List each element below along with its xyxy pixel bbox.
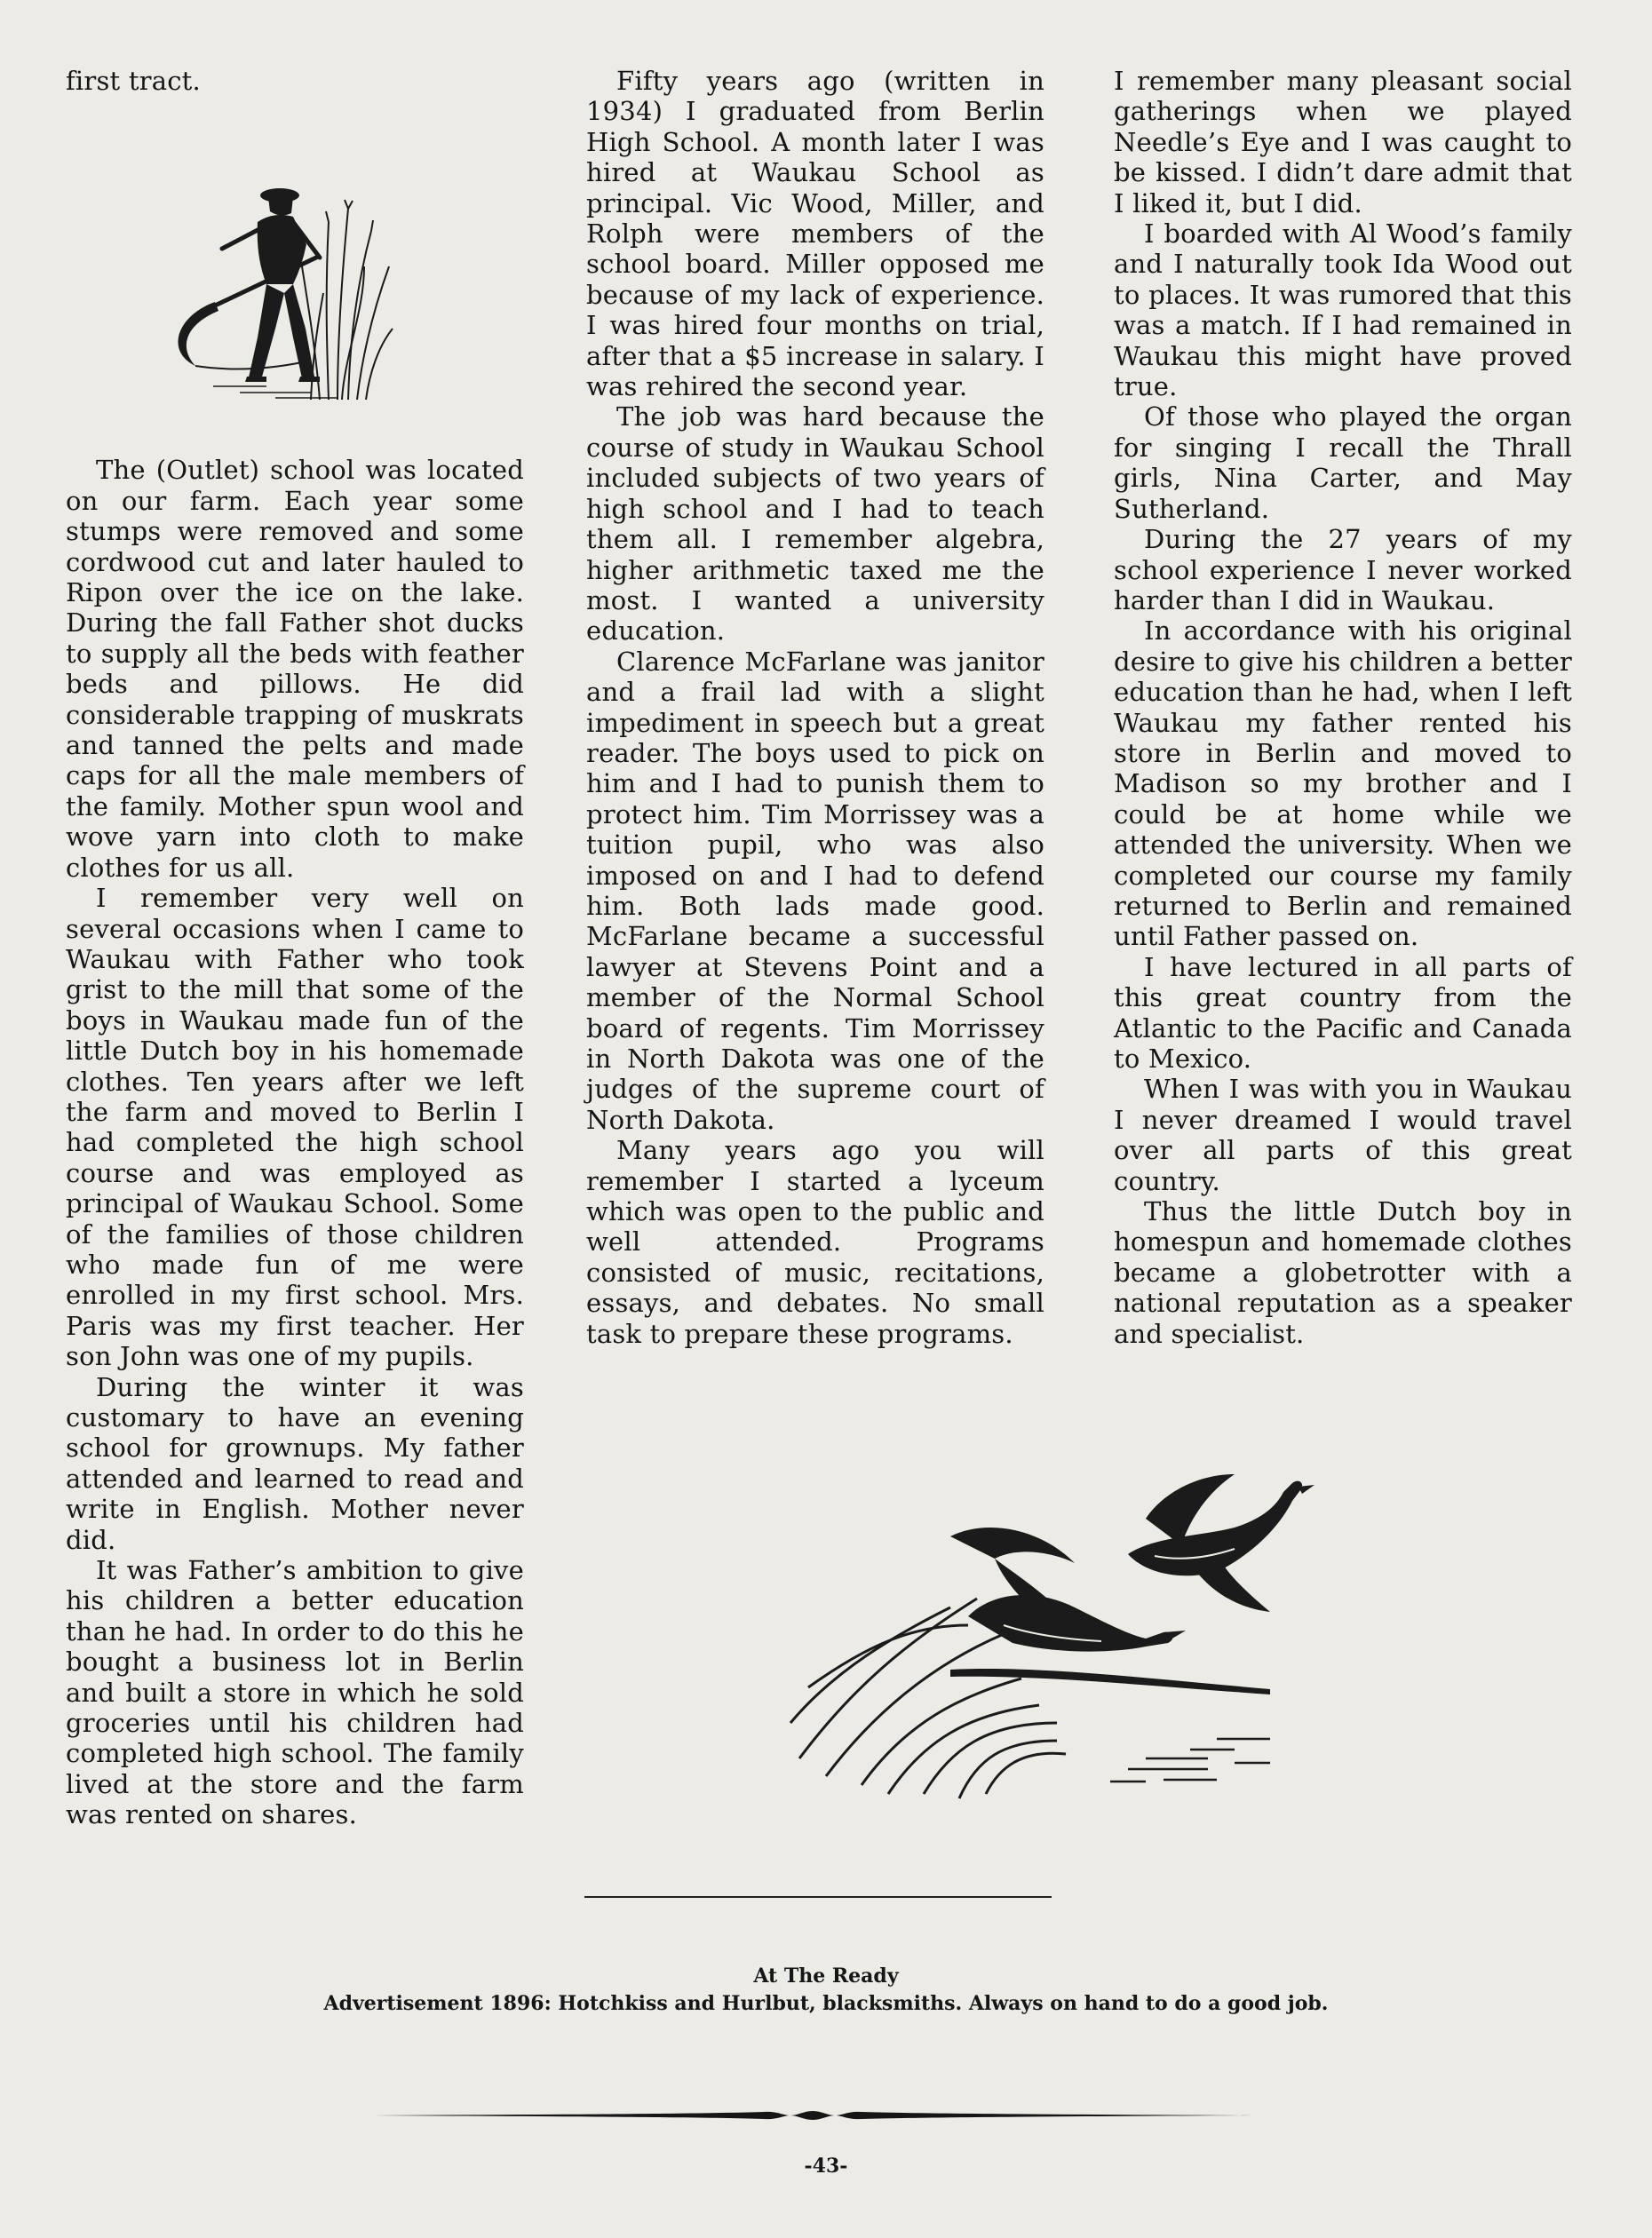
paragraph: I have lectured in all parts of this great country from the Atlantic to the Pacific and Canada to Mexico. bbox=[1114, 951, 1572, 1074]
paragraph: Of those who played the organ for singing I recall the Thrall girls, Nina Carter, and May Sutherland. bbox=[1114, 401, 1572, 524]
paragraph: During the winter it was customary to have an evening school for grownups. My father attended and learned to read and write in English. Mother never did. bbox=[66, 1371, 524, 1555]
paragraph: When I was with you in Waukau I never dreamed I would travel over all parts of this great country. bbox=[1114, 1074, 1572, 1196]
paragraph: Thus the little Dutch boy in homespun and homemade clothes became a globetrotter with a national reputation as a speaker and specialist. bbox=[1114, 1196, 1572, 1349]
paragraph: I remember many pleasant social gatherings when we played Needle’s Eye and I was caught to be kissed. I didn’t dare admit that I liked it, but I did. bbox=[1114, 66, 1572, 218]
paragraph: I remember very well on several occasions when I came to Waukau with Father who took grist to the mill that some of the boys in Waukau made fun of the little Dutch boy in his homemade clothes. Ten years after we left the farm and moved to Berlin I had completed the high school course and was employed as principal of Waukau School. Some of the families of those children who made fun of me were enrolled in my first school. Mrs. Paris was my first teacher. Her son John was one of my pupils. bbox=[66, 883, 524, 1372]
paragraph: I boarded with Al Wood’s family and I naturally took Ida Wood out to places. It was rumored that this was a match. If I had remained in Waukau this might have proved true. bbox=[1114, 218, 1572, 402]
paragraph: In accordance with his original desire to give his children a better education than he had, when I left Waukau my father rented his store in Berlin and moved to Madison so my brother and I could be at home while we attended the university. When we completed our course my family returned to Berlin and remained until Father passed on. bbox=[1114, 615, 1572, 952]
text-column-middle bbox=[586, 66, 1044, 1349]
text-column-right bbox=[1114, 66, 1572, 1349]
paragraph: The (Outlet) school was located on our farm. Each year some stumps were removed and some cordwood cut and later hauled to Ripon over the ice on the lake. During the fall Father shot ducks to supply all the beds with feather beds and pillows. He did considerable trapping of muskrats and tanned the pelts and made caps for all the male members of the family. Mother spun wool and wove yarn into cloth to make clothes for us all. bbox=[66, 455, 524, 883]
paragraph: It was Father’s ambition to give his children a better education than he had. In order to do this he bought a business lot in Berlin and built a store in which he sold groceries until his children had completed high school. The family lived at the store and the farm was rented on shares. bbox=[66, 1555, 524, 1830]
scythe-mower-illustration bbox=[160, 160, 400, 401]
page-number: -43- bbox=[804, 2155, 848, 2178]
caption-text: Advertisement 1896: Hotchkiss and Hurlbut, blacksmiths. Always on hand to do a good job. bbox=[323, 1992, 1329, 2015]
paragraph: Clarence McFarlane was janitor and a frail lad with a slight impediment in speech but a great reader. The boys used to pick on him and I had to punish them to protect him. Tim Morrissey was a tuition pupil, who was also imposed on and I had to defend him. Both lads made good. McFarlane became a successful lawyer at Stevens Point and a member of the Normal School board of regents. Tim Morrissey in North Dakota was one of the judges of the supreme court of North Dakota. bbox=[586, 646, 1044, 1135]
flying-geese-illustration bbox=[773, 1456, 1359, 1812]
paragraph: During the 27 years of my school experience I never worked harder than I did in Waukau. bbox=[1114, 524, 1572, 615]
ornamental-divider bbox=[373, 2103, 1252, 2128]
paragraph: Many years ago you will remember I started a lyceum which was open to the public and well attended. Programs consisted of music, recitations, essays, and debates. No small task to prepare these programs. bbox=[586, 1135, 1044, 1349]
paragraph: Fifty years ago (written in 1934) I graduated from Berlin High School. A month later I was hired at Waukau School as principal. Vic Wood, Miller, and Rolph were members of the school board. Miller opposed me because of my lack of experience. I was hired four months on trial, after that a $5 increase in salary. I was rehired the second year. bbox=[586, 66, 1044, 402]
caption-title: At The Ready bbox=[753, 1964, 899, 1988]
paragraph: The job was hard because the course of study in Waukau School included subjects of two years of high school and I had to teach them all. I remember algebra, higher arithmetic taxed me the most. I wanted a university education. bbox=[586, 401, 1044, 647]
caption-divider bbox=[584, 1896, 1052, 1898]
paragraph: first tract. bbox=[66, 66, 201, 96]
